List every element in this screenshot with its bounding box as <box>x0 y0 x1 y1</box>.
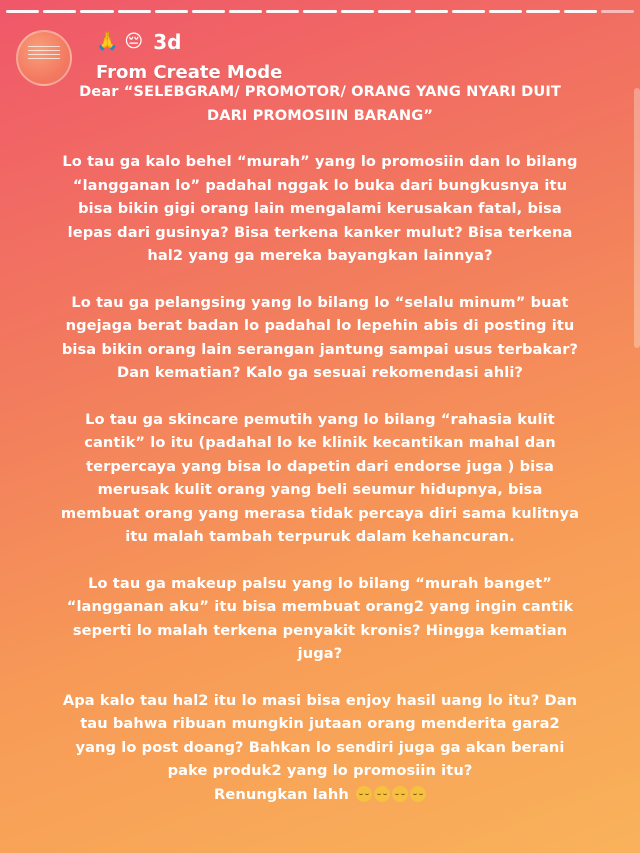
progress-segment <box>415 10 448 13</box>
paragraph <box>24 291 616 385</box>
progress-segment <box>155 10 188 13</box>
progress-segment <box>229 10 262 13</box>
scroll-indicator <box>634 88 640 348</box>
text-line: itu malah tambah terpuruk dalam kehancuran. <box>125 528 515 545</box>
story-text <box>24 80 616 829</box>
paragraph <box>24 408 616 549</box>
progress-segment <box>6 10 39 13</box>
story-meta <box>96 30 181 54</box>
progress-segment <box>192 10 225 13</box>
progress-segment <box>601 10 634 13</box>
text-line: Renungkan lahh <box>24 783 616 807</box>
paragraph <box>24 689 616 807</box>
text-line: cantik” lo itu (padahal lo ke klinik kecantikan mahal dan <box>84 434 556 451</box>
pensive-face-icon <box>356 786 372 802</box>
progress-segment <box>303 10 336 13</box>
text-line: seperti lo malah terkena penyakit kronis? Hingga kematian <box>72 621 568 639</box>
pray-emoji-icon: 🙏 <box>96 31 119 52</box>
text-line: lepas dari gusinya? Bisa terkena kanker mulut? Bisa terkena <box>67 223 573 241</box>
text-line: ngejaga berat badan lo padahal lo lepehin abis di posting itu <box>65 317 575 334</box>
avatar-decoration <box>28 46 60 47</box>
text-line: DARI PROMOSIIN BARANG” <box>206 106 434 124</box>
progress-segment <box>43 10 76 13</box>
text-line: tau bahwa ribuan mungkin jutaan orang menderita gara2 <box>80 715 560 732</box>
avatar-decoration <box>28 50 60 51</box>
progress-segment <box>378 10 411 13</box>
paragraph <box>24 572 616 666</box>
progress-segment <box>489 10 522 13</box>
pensive-face-icon <box>374 786 390 802</box>
text-line: yang lo post doang? Bahkan lo sendiri juga ga akan berani <box>75 738 565 756</box>
text-line: bisa bikin gigi orang lain mengalami kerusakan fatal, bisa <box>78 200 562 217</box>
paragraph <box>24 150 616 268</box>
story-mode-label: From Create Mode <box>96 62 283 83</box>
progress-segment <box>341 10 374 13</box>
story-progress-bar <box>6 10 634 13</box>
text-line: “langganan aku” itu bisa membuat orang2 yang ingin cantik <box>66 598 574 615</box>
text-line: bisa bikin orang lain serangan jantung sampai usus terbakar? <box>61 340 579 358</box>
progress-segment <box>80 10 113 13</box>
avatar-decoration <box>28 54 60 55</box>
avatar-decoration <box>28 58 60 59</box>
progress-segment <box>266 10 299 13</box>
story-time: 3d <box>153 30 182 54</box>
text-line: Lo tau ga kalo behel “murah” yang lo promosiin dan lo bilang <box>62 153 578 170</box>
text-line: membuat orang yang merasa tidak percaya diri sama kulitnya <box>60 504 580 522</box>
text-line: terpercaya yang bisa lo dapetin dari endorse juga ) bisa <box>86 457 554 475</box>
text-line: merusak kulit orang yang beli seumur hidupnya, bisa <box>97 481 543 498</box>
text-line: hal2 yang ga mereka bayangkan lainnya? <box>147 247 493 264</box>
progress-segment <box>526 10 559 13</box>
pensive-face-icon: 😔 <box>124 31 144 52</box>
text-line: juga? <box>297 645 343 662</box>
progress-segment <box>452 10 485 13</box>
avatar[interactable] <box>16 30 72 86</box>
text-line: pake produk2 yang lo promosiin itu? <box>167 762 473 779</box>
progress-segment <box>564 10 597 13</box>
progress-segment <box>118 10 151 13</box>
pensive-face-icon <box>410 786 426 802</box>
text-line: Lo tau ga pelangsing yang lo bilang lo “selalu minum” buat <box>71 293 569 311</box>
text-line: Lo tau ga makeup palsu yang lo bilang “murah banget” <box>88 574 552 592</box>
paragraph <box>24 80 616 127</box>
text-line: Dear “SELEBGRAM/ PROMOTOR/ ORANG YANG NYARI DUIT <box>79 83 561 100</box>
pensive-face-icon <box>392 786 408 802</box>
text-line: Apa kalo tau hal2 itu lo masi bisa enjoy hasil uang lo itu? Dan <box>62 691 578 709</box>
text-line: “langganan lo” padahal nggak lo buka dari bungkusnya itu <box>72 176 568 194</box>
text-line: Dan kematian? Kalo ga sesuai rekomendasi ahli? <box>117 364 523 381</box>
text-line: Lo tau ga skincare pemutih yang lo bilang “rahasia kulit <box>85 410 555 428</box>
